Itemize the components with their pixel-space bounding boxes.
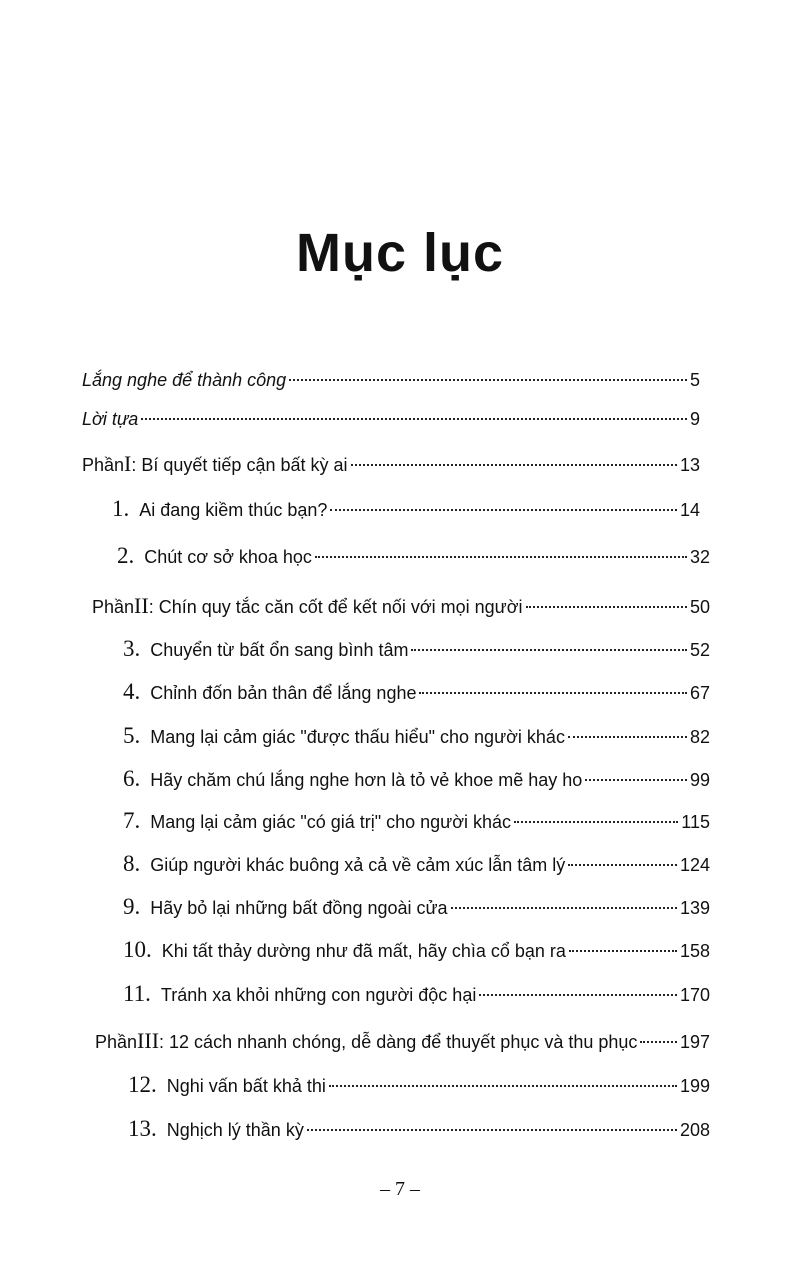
toc-chapter <box>112 495 700 523</box>
toc-entry-page: 52 <box>689 640 710 660</box>
chapter-title: Mang lại cảm giác "được thấu hiểu" cho người khác <box>150 727 565 747</box>
chapter-title: Nghi vấn bất khả thi <box>166 1076 326 1096</box>
part-roman-numeral: II <box>134 593 149 618</box>
dot-leader <box>585 779 687 781</box>
chapter-title: Chỉnh đốn bản thân để lắng nghe <box>150 683 417 703</box>
toc-chapter <box>123 722 710 750</box>
toc-entry-page: 139 <box>679 898 710 918</box>
toc-entry-page: 115 <box>681 812 710 832</box>
toc-chapter <box>128 1071 710 1099</box>
toc-entry-page: 170 <box>679 985 710 1005</box>
toc-entry-page: 199 <box>679 1076 710 1096</box>
chapter-title: Tránh xa khỏi những con người độc hại <box>160 985 477 1005</box>
chapter-number: 6. <box>123 766 141 791</box>
toc-chapter <box>117 542 710 570</box>
chapter-number: 9. <box>123 894 141 919</box>
chapter-number: 2. <box>117 543 135 568</box>
toc-part-heading <box>92 592 710 620</box>
chapter-title: Chuyển từ bất ổn sang bình tâm <box>150 640 409 660</box>
chapter-number: 4. <box>123 679 141 704</box>
toc-entry-page: 197 <box>679 1032 710 1052</box>
dot-leader <box>411 649 687 651</box>
part-title: : 12 cách nhanh chóng, dễ dàng để thuyết phục và thu phục <box>159 1032 638 1052</box>
toc-entry-page: 124 <box>679 855 710 875</box>
chapter-title: Giúp người khác buông xả cả về cảm xúc lẫn tâm lý <box>150 855 566 875</box>
toc-entry-page: 5 <box>689 370 700 390</box>
toc-chapter <box>123 807 710 835</box>
toc-part-heading <box>82 450 700 478</box>
chapter-title: Nghịch lý thần kỳ <box>166 1120 304 1140</box>
toc-part-heading <box>95 1027 710 1055</box>
chapter-title: Hãy bỏ lại những bất đồng ngoài cửa <box>150 898 448 918</box>
dot-leader <box>315 556 687 558</box>
chapter-title: Mang lại cảm giác "có giá trị" cho người khác <box>150 812 512 832</box>
dot-leader <box>351 464 677 466</box>
dot-leader <box>289 379 687 381</box>
dot-leader <box>307 1129 677 1131</box>
part-roman-numeral: III <box>137 1028 160 1053</box>
dot-leader <box>640 1041 677 1043</box>
dot-leader <box>329 1085 677 1087</box>
dot-leader <box>451 907 677 909</box>
dot-leader <box>330 509 677 511</box>
chapter-number: 12. <box>128 1072 157 1097</box>
dot-leader <box>514 821 678 823</box>
toc-chapter <box>123 893 710 921</box>
toc-entry-page: 99 <box>689 770 710 790</box>
dot-leader <box>419 692 686 694</box>
toc-chapter <box>123 635 710 663</box>
dot-leader <box>568 736 687 738</box>
toc-entry-label: Lời tựa <box>82 409 139 429</box>
toc-entry-page: 32 <box>689 547 710 567</box>
dot-leader <box>526 606 687 608</box>
toc-entry <box>82 366 700 394</box>
page-number: – 7 – <box>380 1178 420 1200</box>
toc-entry-page: 50 <box>689 597 710 617</box>
part-prefix: Phần <box>95 1032 138 1052</box>
toc-chapter <box>123 850 710 878</box>
toc-entry-page: 9 <box>689 409 700 429</box>
chapter-number: 1. <box>112 496 130 521</box>
toc-entry <box>82 405 700 433</box>
chapter-number: 13. <box>128 1116 157 1141</box>
toc-chapter <box>123 936 710 964</box>
part-prefix: Phần <box>92 597 135 617</box>
toc-chapter <box>128 1115 710 1143</box>
chapter-title: Chút cơ sở khoa học <box>144 547 312 567</box>
dot-leader <box>568 864 677 866</box>
toc-chapter <box>123 678 710 706</box>
toc-chapter <box>123 980 710 1008</box>
chapter-number: 3. <box>123 636 141 661</box>
dot-leader <box>569 950 677 952</box>
toc-entry-page: 158 <box>679 941 710 961</box>
chapter-title: Khi tất thảy dường như đã mất, hãy chìa cổ bạn ra <box>161 941 566 961</box>
toc-entry-page: 208 <box>679 1120 710 1140</box>
chapter-number: 5. <box>123 723 141 748</box>
chapter-title: Ai đang kiềm thúc bạn? <box>139 500 328 520</box>
toc-chapter <box>123 765 710 793</box>
part-title: : Bí quyết tiếp cận bất kỳ ai <box>131 455 348 475</box>
dot-leader <box>141 418 687 420</box>
dot-leader <box>479 994 677 996</box>
toc-entry-page: 13 <box>679 455 700 475</box>
part-title: : Chín quy tắc căn cốt để kết nối với mọi người <box>148 597 523 617</box>
page-title: Mục lục <box>295 223 505 283</box>
toc-entry-page: 14 <box>679 500 700 520</box>
part-prefix: Phần <box>82 455 125 475</box>
toc-entry-label: Lắng nghe để thành công <box>82 370 287 390</box>
chapter-number: 7. <box>123 808 141 833</box>
part-roman-numeral: I <box>124 451 132 476</box>
toc-entry-page: 82 <box>689 727 710 747</box>
chapter-title: Hãy chăm chú lắng nghe hơn là tỏ vẻ khoe mẽ hay ho <box>150 770 583 790</box>
chapter-number: 10. <box>123 937 152 962</box>
chapter-number: 11. <box>123 981 151 1006</box>
toc-entry-page: 67 <box>689 683 710 703</box>
chapter-number: 8. <box>123 851 141 876</box>
